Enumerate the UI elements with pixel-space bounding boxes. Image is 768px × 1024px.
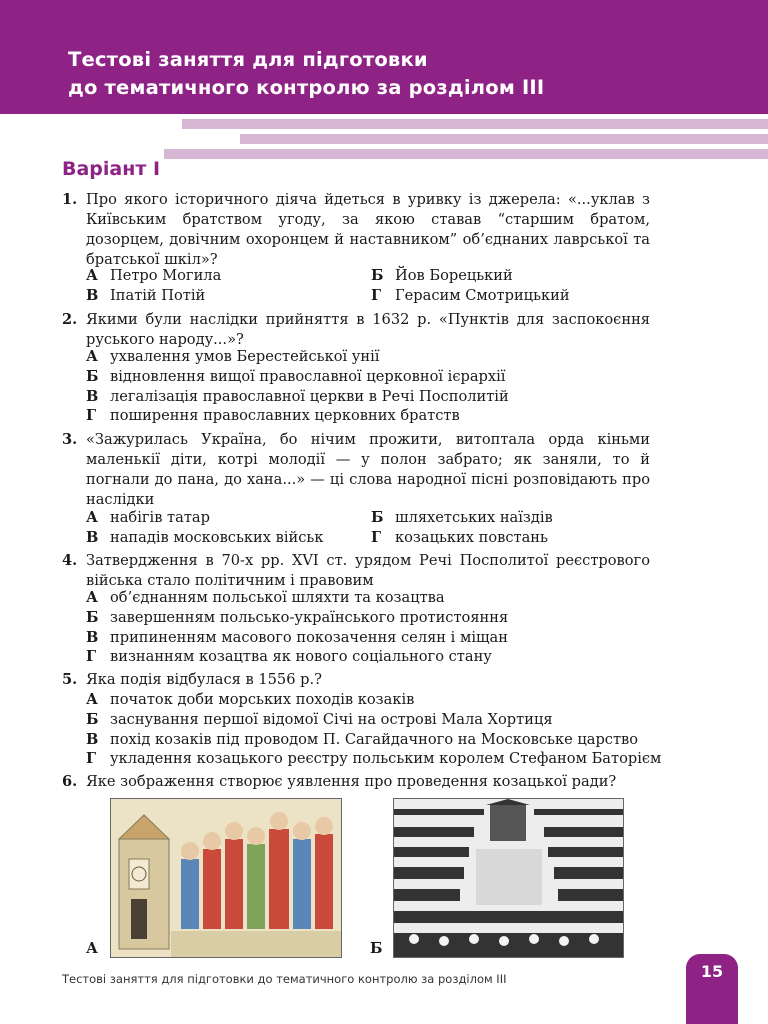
question-number: 6. [62,773,78,790]
decor-stripe [240,134,768,144]
option-a[interactable] [86,347,650,367]
question-4 [62,551,650,591]
option-letter: Г [371,286,382,304]
option-letter: Б [86,608,99,626]
option-text: Іпатій Потій [110,286,206,304]
chapter-title-line1: Тестові заняття для підготовки [68,48,428,71]
option-text: ухвалення умов Берестейської унії [110,348,380,365]
option-text: Йов Борецький [395,267,513,284]
option-letter: В [86,628,99,646]
option-g[interactable] [86,749,662,769]
option-b[interactable] [86,608,650,628]
option-g[interactable] [86,406,650,426]
option-letter: Г [86,407,97,425]
chapter-header [0,0,768,114]
option-text: похід козаків під проводом П. Сагайдачного на Московське царство [110,730,639,748]
option-letter: Г [86,750,97,768]
option-letter: А [86,509,98,526]
question-text: Про якого історичного діяча йдеться в уривку із джерела: «...уклав з Київським братством угоду, за якою ставав “старшим братом, дозорцем, довічним охоронцем й наставником” об’єднаних лаврської та братської шкіл»? [86,191,650,268]
question-3 [62,430,650,510]
option-v[interactable] [86,387,650,407]
option-text: визнанням козацтва як нового соціального стану [110,648,492,666]
option-letter: Б [86,710,99,728]
answer-options [86,508,650,548]
option-text: заснування першої відомої Січі на острові Мала Хортиця [110,710,553,728]
answer-options [86,266,650,306]
option-b[interactable] [86,367,650,387]
question-number: 2. [62,311,78,328]
question-number: 3. [62,431,78,448]
option-text: набігів татар [110,509,210,526]
option-b[interactable] [86,710,650,730]
variant-heading: Варіант І [62,158,161,180]
option-g[interactable] [86,647,650,667]
option-letter: Б [371,509,384,526]
option-letter: А [86,691,98,708]
option-text: припиненням масового покозачення селян і міщан [110,628,508,646]
page-footer: Тестові заняття для підготовки до тематичного контролю за розділом ІІІ [62,972,507,986]
answer-options [86,690,662,769]
option-letter: А [86,589,98,606]
option-text: завершенням польсько-українського протистояння [110,608,509,626]
question-text: Якими були наслідки прийняття в 1632 р. «Пунктів для заспокоєння руського народу...»? [86,311,650,348]
option-text: відновлення вищої православної церковної ієрархії [110,367,506,385]
question-text: Яке зображення створює уявлення про проведення козацької ради? [86,773,617,790]
chapter-title [68,46,544,102]
option-text: Герасим Смотрицький [395,286,570,304]
decor-stripe [182,119,768,129]
option-text: нападів московських військ [110,528,324,546]
option-letter: Г [371,528,382,546]
question-number: 1. [62,191,78,208]
option-letter: А [86,267,98,284]
miniature-illustration-icon[interactable] [110,798,342,958]
option-letter: Г [86,648,97,666]
option-text: Петро Могила [110,267,222,284]
option-letter: Б [86,367,99,385]
option-a[interactable] [86,690,650,710]
option-text: укладення козацького реєстру польським королем Стефаном Баторієм [110,750,662,768]
question-1 [62,190,650,270]
option-letter: А [86,348,98,365]
option-v[interactable] [86,730,650,750]
option-letter: В [86,286,99,304]
option-letter: В [86,730,99,748]
option-text: об’єднанням польської шляхти та козацтва [110,589,445,606]
question-number: 4. [62,552,78,569]
option-letter: В [86,528,99,546]
question-text: Яка подія відбулася в 1556 р.? [86,671,322,688]
question-5 [62,670,650,690]
image-b-label[interactable]: Б [370,940,383,957]
image-a-label[interactable]: А [86,940,98,957]
question-6 [62,772,650,792]
answer-options [86,588,650,667]
option-text: початок доби морських походів козаків [110,691,415,708]
question-text: «Зажурилась Україна, бо нічим прожити, витоптала орда кіньми маленькії діти, котрі молодії — у полон забрато; як заняли, то й погнали до пана, до хана...» — ці слова народної пісні розповідають про наслідки [86,431,650,508]
chapter-title-line2: до тематичного контролю за розділом ІІІ [68,76,545,99]
page-number: 15 [686,954,738,1024]
question-number: 5. [62,671,78,688]
option-v[interactable] [86,628,650,648]
engraving-assembly-icon[interactable] [393,798,624,958]
question-2 [62,310,650,350]
option-letter: В [86,387,99,405]
option-text: поширення православних церковних братств [110,407,460,425]
option-letter: Б [371,267,384,284]
option-text: козацьких повстань [395,528,548,546]
question-text: Затвердження в 70-х рр. XVI ст. урядом Речі Посполитої реєстрового війська стало політичним і правовим [86,552,650,589]
option-a[interactable] [86,588,650,608]
option-text: легалізація православної церкви в Речі Посполитій [110,387,509,405]
decor-stripe [164,149,768,159]
option-text: шляхетських наїздів [395,509,553,526]
answer-options [86,347,650,426]
